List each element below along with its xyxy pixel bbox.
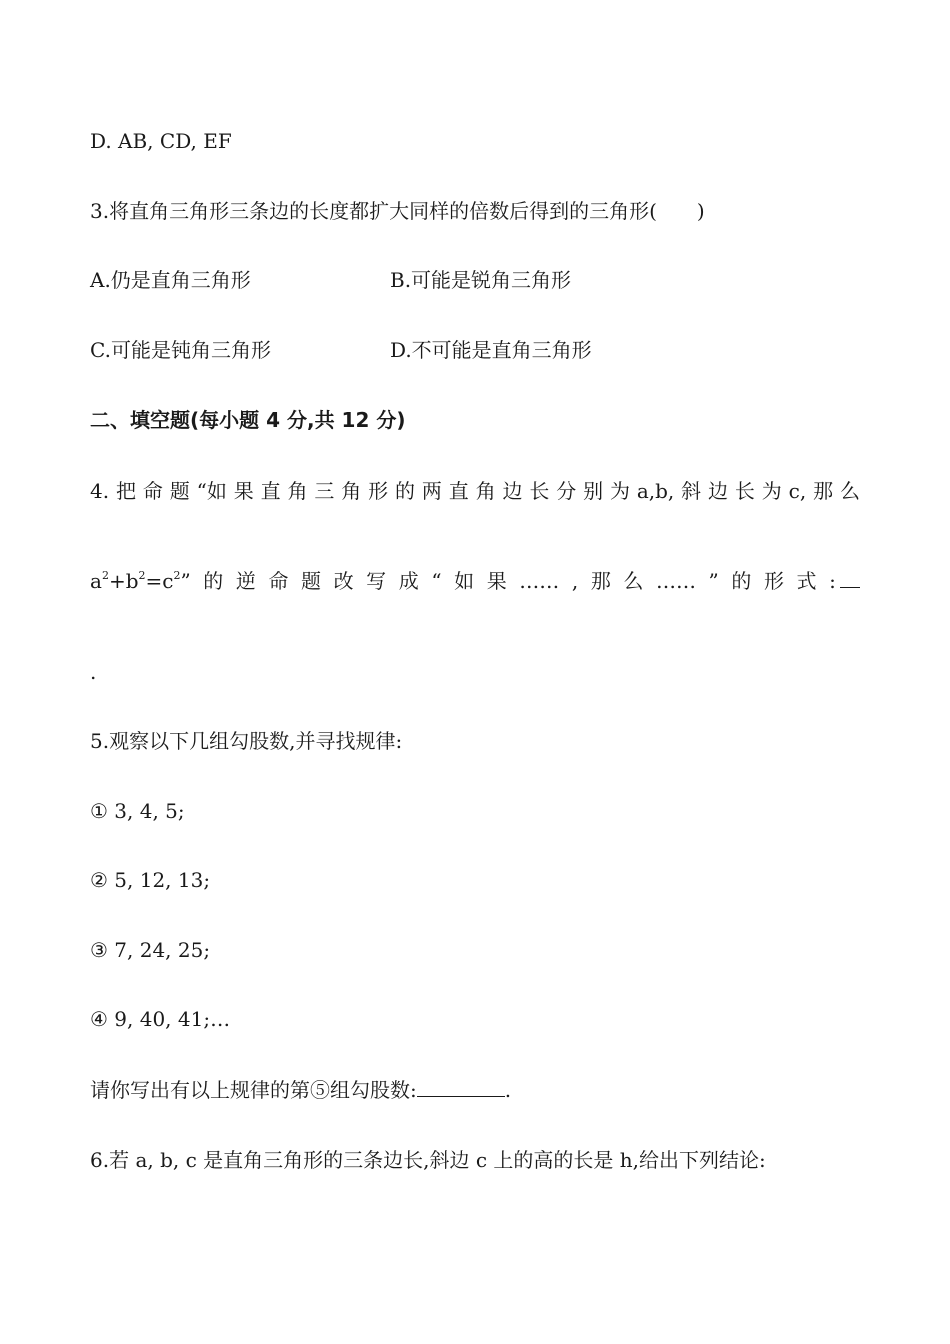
q4-word: 角: [475, 479, 496, 503]
q4-word: 直: [448, 479, 469, 503]
q4-word: 角: [287, 479, 308, 503]
q4-word: 边: [502, 479, 523, 503]
q4-word: 的: [394, 479, 415, 503]
q5-prompt-text: 请你写出有以上规律的第⑤组勾股数:: [90, 1078, 417, 1102]
q4-word: 4.: [90, 479, 110, 503]
q4-word: 么: [839, 479, 860, 503]
q3-stem: [90, 197, 705, 225]
q4-word: 长: [529, 479, 550, 503]
q4-word: c,: [788, 479, 807, 503]
q5-item-3: ③ 7, 24, 25;: [90, 938, 211, 962]
q4-answer-prefix: [829, 567, 860, 595]
q6-stem: 6.若 a, b, c 是直角三角形的三条边长,斜边 c 上的高的长是 h,给出下列结论:: [90, 1148, 766, 1172]
q4-word: 的: [203, 569, 224, 593]
q4-word: 逆: [235, 569, 256, 593]
q4-word: “如: [196, 479, 227, 503]
q4-word: 为: [761, 479, 782, 503]
q4-word: 长: [734, 479, 755, 503]
q4-word: 为: [609, 479, 630, 503]
q5-item-1: ① 3, 4, 5;: [90, 799, 185, 823]
q4-word: 如: [454, 569, 475, 593]
q4-stem-line2: [90, 567, 860, 595]
q3-stem-text: 3.将直角三角形三条边的长度都扩大同样的倍数后得到的三角形(: [90, 199, 657, 223]
q4-formula: [90, 567, 191, 595]
q4-word: :: [829, 569, 836, 593]
q4-word: 三: [314, 479, 335, 503]
q4-word: 命: [142, 479, 163, 503]
q4-exponent: 2: [173, 569, 181, 582]
q3-option-d: D.不可能是直角三角形: [390, 338, 592, 362]
q5-item-4: ④ 9, 40, 41;…: [90, 1007, 231, 1031]
q4-word: 形: [368, 479, 389, 503]
q4-word: 斜: [681, 479, 702, 503]
q3-option-c: C.可能是钝角三角形: [90, 338, 271, 362]
q4-word: 把: [115, 479, 136, 503]
q5-prompt-end: .: [504, 1078, 512, 1102]
q4-formula-plus: +b: [108, 569, 139, 593]
q4-exponent: 2: [138, 569, 146, 582]
q4-word: ,: [571, 569, 579, 593]
q4-word: 果: [486, 569, 507, 593]
q4-period: .: [90, 660, 97, 684]
q4-word: 成: [398, 569, 419, 593]
q4-word: 直: [260, 479, 281, 503]
q4-exponent: 2: [101, 569, 109, 582]
q4-word: ”: [180, 569, 191, 593]
q4-word: 命: [268, 569, 289, 593]
q4-word: 题: [301, 569, 322, 593]
q4-word: 式: [796, 569, 817, 593]
q4-word: 改: [333, 569, 354, 593]
q4-word: 那: [590, 569, 611, 593]
q5-prompt: [90, 1076, 511, 1104]
q4-word: 的: [731, 569, 752, 593]
q4-formula-a: a: [90, 569, 102, 593]
q4-word: 两: [421, 479, 442, 503]
q4-word: 边: [708, 479, 729, 503]
q4-answer-blank[interactable]: [840, 567, 860, 588]
q4-word: 角: [341, 479, 362, 503]
q4-word: 分: [556, 479, 577, 503]
q3-option-a: A.仍是直角三角形: [90, 268, 251, 292]
section-title-fill-blank: 二、填空题(每小题 4 分,共 12 分): [90, 408, 406, 432]
q4-word: ”: [708, 569, 719, 593]
q4-stem-line1: [90, 477, 860, 505]
q5-item-2: ② 5, 12, 13;: [90, 868, 211, 892]
q5-answer-blank[interactable]: [417, 1076, 505, 1097]
q4-word: 写: [366, 569, 387, 593]
q4-word: 题: [169, 479, 190, 503]
q4-word: ……: [519, 569, 560, 593]
q4-word: 么: [623, 569, 644, 593]
q4-word: 那: [813, 479, 834, 503]
q3-stem-close: ): [696, 199, 705, 223]
q4-formula-eq: =c: [145, 569, 174, 593]
q4-word: 形: [763, 569, 784, 593]
q4-word: ……: [655, 569, 696, 593]
q2-option-d: D. AB, CD, EF: [90, 129, 232, 153]
q3-option-b: B.可能是锐角三角形: [390, 268, 572, 292]
q4-word: “: [431, 569, 442, 593]
q4-word: 别: [583, 479, 604, 503]
q4-word: a,b,: [636, 479, 675, 503]
q5-stem: 5.观察以下几组勾股数,并寻找规律:: [90, 729, 403, 753]
q4-word: 果: [233, 479, 254, 503]
